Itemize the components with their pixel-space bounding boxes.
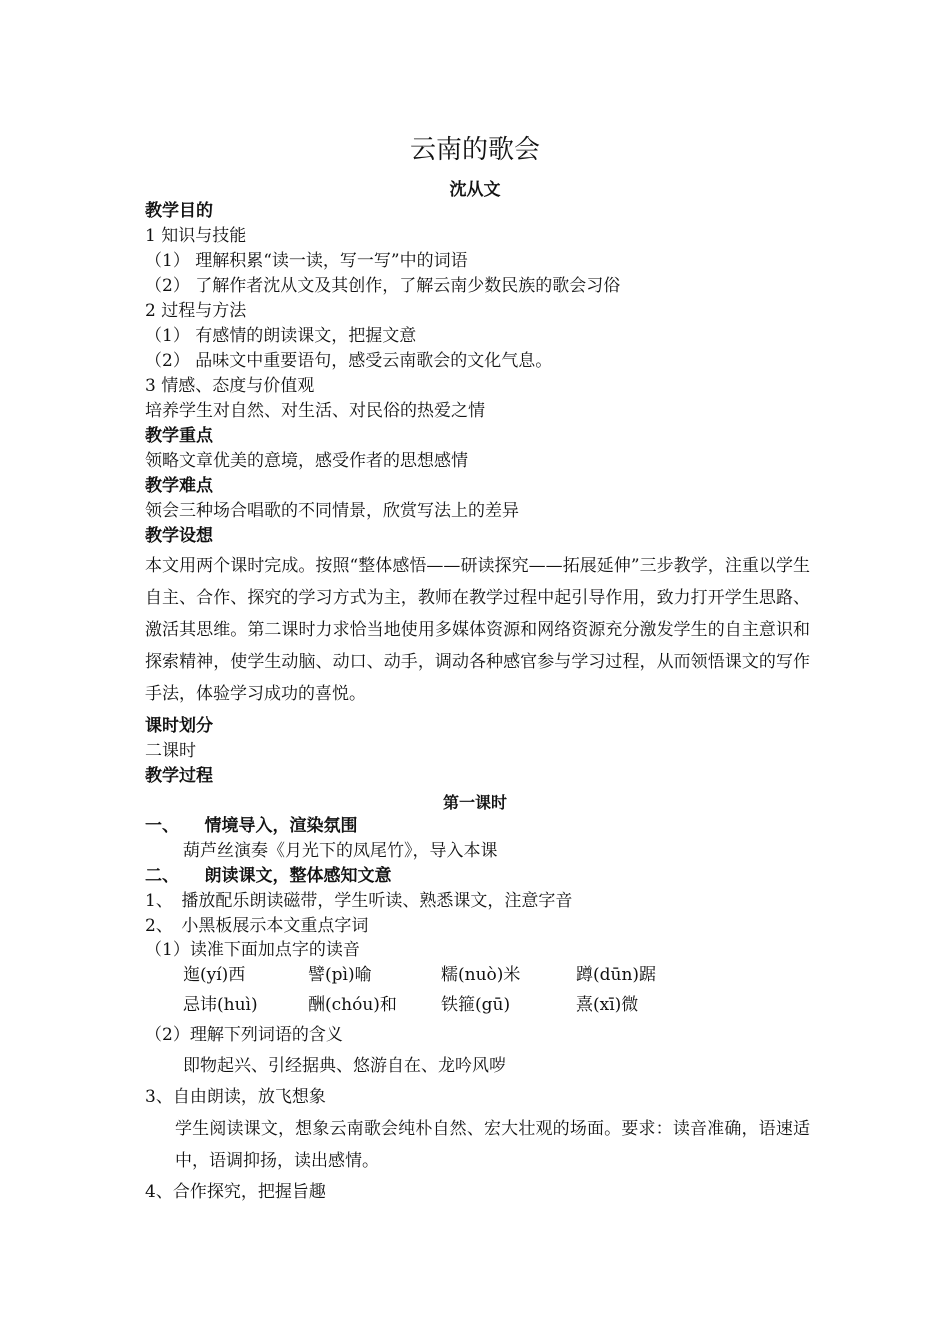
author-name: 沈从文 xyxy=(449,180,501,200)
heading-class-hours: 课时划分 xyxy=(145,716,213,736)
lesson-one-heading: 第一课时 xyxy=(442,793,507,812)
heading-key-points: 教学重点 xyxy=(145,426,213,446)
heading-teaching-plan: 教学设想 xyxy=(145,526,213,546)
question-2-words: 即物起兴、引经据典、悠游自在、龙吟风哕 xyxy=(183,1056,506,1076)
question-2: （2）理解下列词语的含义 xyxy=(145,1025,343,1045)
word-item: 蹲(dūn)踞 xyxy=(576,965,657,985)
goal-1a: （1） 理解积累“读一读，写一写”中的词语 xyxy=(145,251,468,271)
question-1: （1）读准下面加点字的读音 xyxy=(145,940,360,960)
goal-2: 2 过程与方法 xyxy=(145,301,247,321)
word-item: 熹(xī)微 xyxy=(576,995,639,1015)
step-two-label: 二、 朗读课文，整体感知文意 xyxy=(145,866,392,886)
goal-1: 1 知识与技能 xyxy=(145,226,247,246)
step-one-heading: 一、 情境导入，渲染氛围 xyxy=(145,816,358,836)
teaching-plan-paragraph: 本文用两个课时完成。按照“整体感悟——研读探究——拓展延伸”三步教学，注重以学生自主、合作、探究的学习方式为主，教师在教学过程中起引导作用，致力打开学生思路、激活其思维。第二课时力求恰当地使用多媒体资源和网络资源充分激发学生的自主意识和探索精神，使学生动脑、动口、动手，调动各种感官参与学习过程，从而领悟课文的写作手法，体验学习成功的喜悦。 xyxy=(145,556,810,704)
step-two-heading xyxy=(145,864,392,888)
step-2-3: 3、自由朗读，放飞想象 xyxy=(145,1087,326,1107)
heading-difficulties: 教学难点 xyxy=(145,476,213,496)
word-item: 酬(chóu)和 xyxy=(308,995,397,1015)
heading-goals: 教学目的 xyxy=(145,201,213,221)
word-item: 忌讳(huì) xyxy=(183,995,258,1015)
word-item: 铁箍(gū) xyxy=(441,995,511,1015)
class-hours-text: 二课时 xyxy=(145,741,196,761)
goal-3a: 培养学生对自然、对生活、对民俗的热爱之情 xyxy=(145,401,485,421)
step-2-1: 1、 播放配乐朗读磁带，学生听读、熟悉课文，注意字音 xyxy=(145,891,573,911)
difficulties-text: 领会三种场合唱歌的不同情景，欣赏写法上的差异 xyxy=(145,501,519,521)
step-2-2: 2、 小黑板展示本文重点字词 xyxy=(145,916,369,936)
goal-2a: （1） 有感情的朗读课文，把握文意 xyxy=(145,326,417,346)
word-item: 糯(nuò)米 xyxy=(441,965,521,985)
goal-1b: （2） 了解作者沈从文及其创作，了解云南少数民族的歌会习俗 xyxy=(145,276,621,296)
word-item: 譬(pì)喻 xyxy=(308,965,372,985)
key-points-text: 领略文章优美的意境，感受作者的思想感情 xyxy=(145,451,468,471)
goal-2b: （2） 品味文中重要语句，感受云南歌会的文化气息。 xyxy=(145,351,553,371)
step-2-3-text: 学生阅读课文，想象云南歌会纯朴自然、宏大壮观的场面。要求：读音准确，语速适中，语调抑扬，读出感情。 xyxy=(175,1119,810,1171)
word-item: 迤(yí)西 xyxy=(183,965,246,985)
heading-teaching-process: 教学过程 xyxy=(145,766,213,786)
document-title: 云南的歌会 xyxy=(409,135,540,165)
step-2-4: 4、合作探究，把握旨趣 xyxy=(145,1182,326,1202)
goal-3: 3 情感、态度与价值观 xyxy=(145,376,315,396)
step-one-text: 葫芦丝演奏《月光下的凤尾竹》，导入本课 xyxy=(183,841,498,861)
